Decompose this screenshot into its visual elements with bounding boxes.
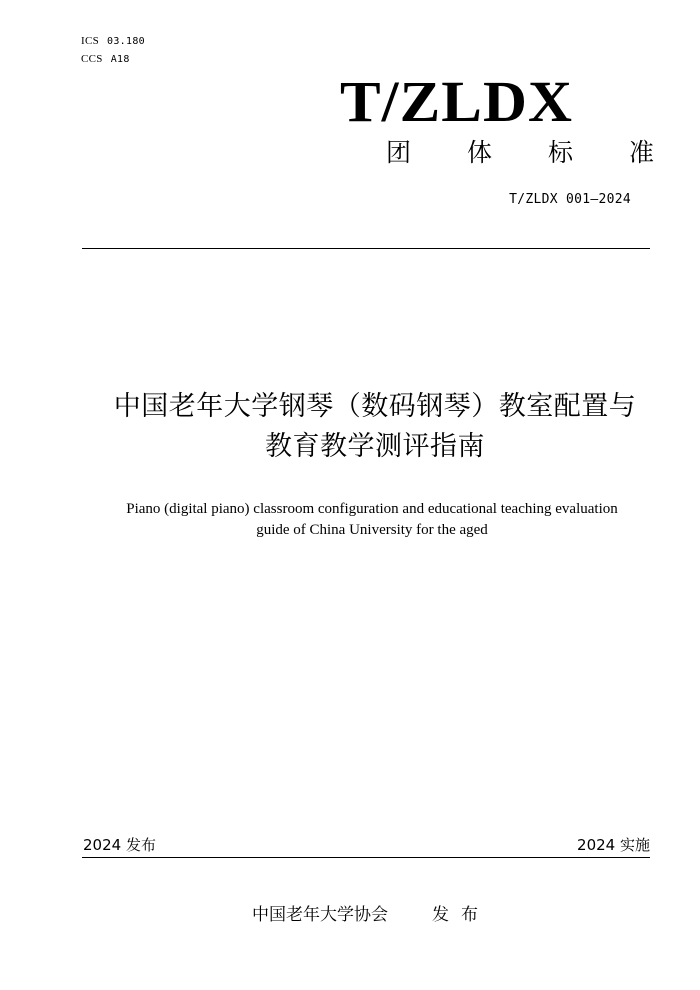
ics-value: 03.180 bbox=[107, 36, 145, 47]
header-divider bbox=[82, 248, 650, 249]
ics-label: ICS bbox=[81, 35, 100, 47]
standard-type-char: 准 bbox=[628, 138, 654, 167]
standard-type-char: 标 bbox=[547, 138, 573, 167]
standard-type-char: 团 bbox=[386, 138, 412, 167]
title-en-line2: guide of China University for the aged bbox=[256, 522, 488, 538]
standard-number: T/ZLDX 001—2024 bbox=[509, 192, 631, 207]
standard-logo: T/ZLDX bbox=[340, 69, 574, 134]
ccs-value: A18 bbox=[110, 54, 130, 65]
footer-divider bbox=[82, 857, 650, 858]
title-en-line1: Piano (digital piano) classroom configuration and educational teaching evaluation bbox=[126, 501, 618, 517]
publisher-name: 中国老年大学协会 bbox=[252, 905, 388, 925]
implementation-date: 2024 实施 bbox=[577, 836, 650, 854]
publish-label: 发布 bbox=[432, 905, 490, 925]
ics-code bbox=[81, 35, 145, 47]
title-cn-line2: 教育教学测评指南 bbox=[265, 431, 485, 462]
standard-type bbox=[386, 136, 654, 170]
issue-date: 2024 发布 bbox=[83, 836, 156, 854]
standard-type-char: 体 bbox=[466, 138, 492, 167]
ccs-code bbox=[81, 53, 130, 65]
title-cn-line1: 中国老年大学钢琴（数码钢琴）教室配置与 bbox=[113, 391, 637, 422]
ccs-label: CCS bbox=[81, 53, 103, 65]
